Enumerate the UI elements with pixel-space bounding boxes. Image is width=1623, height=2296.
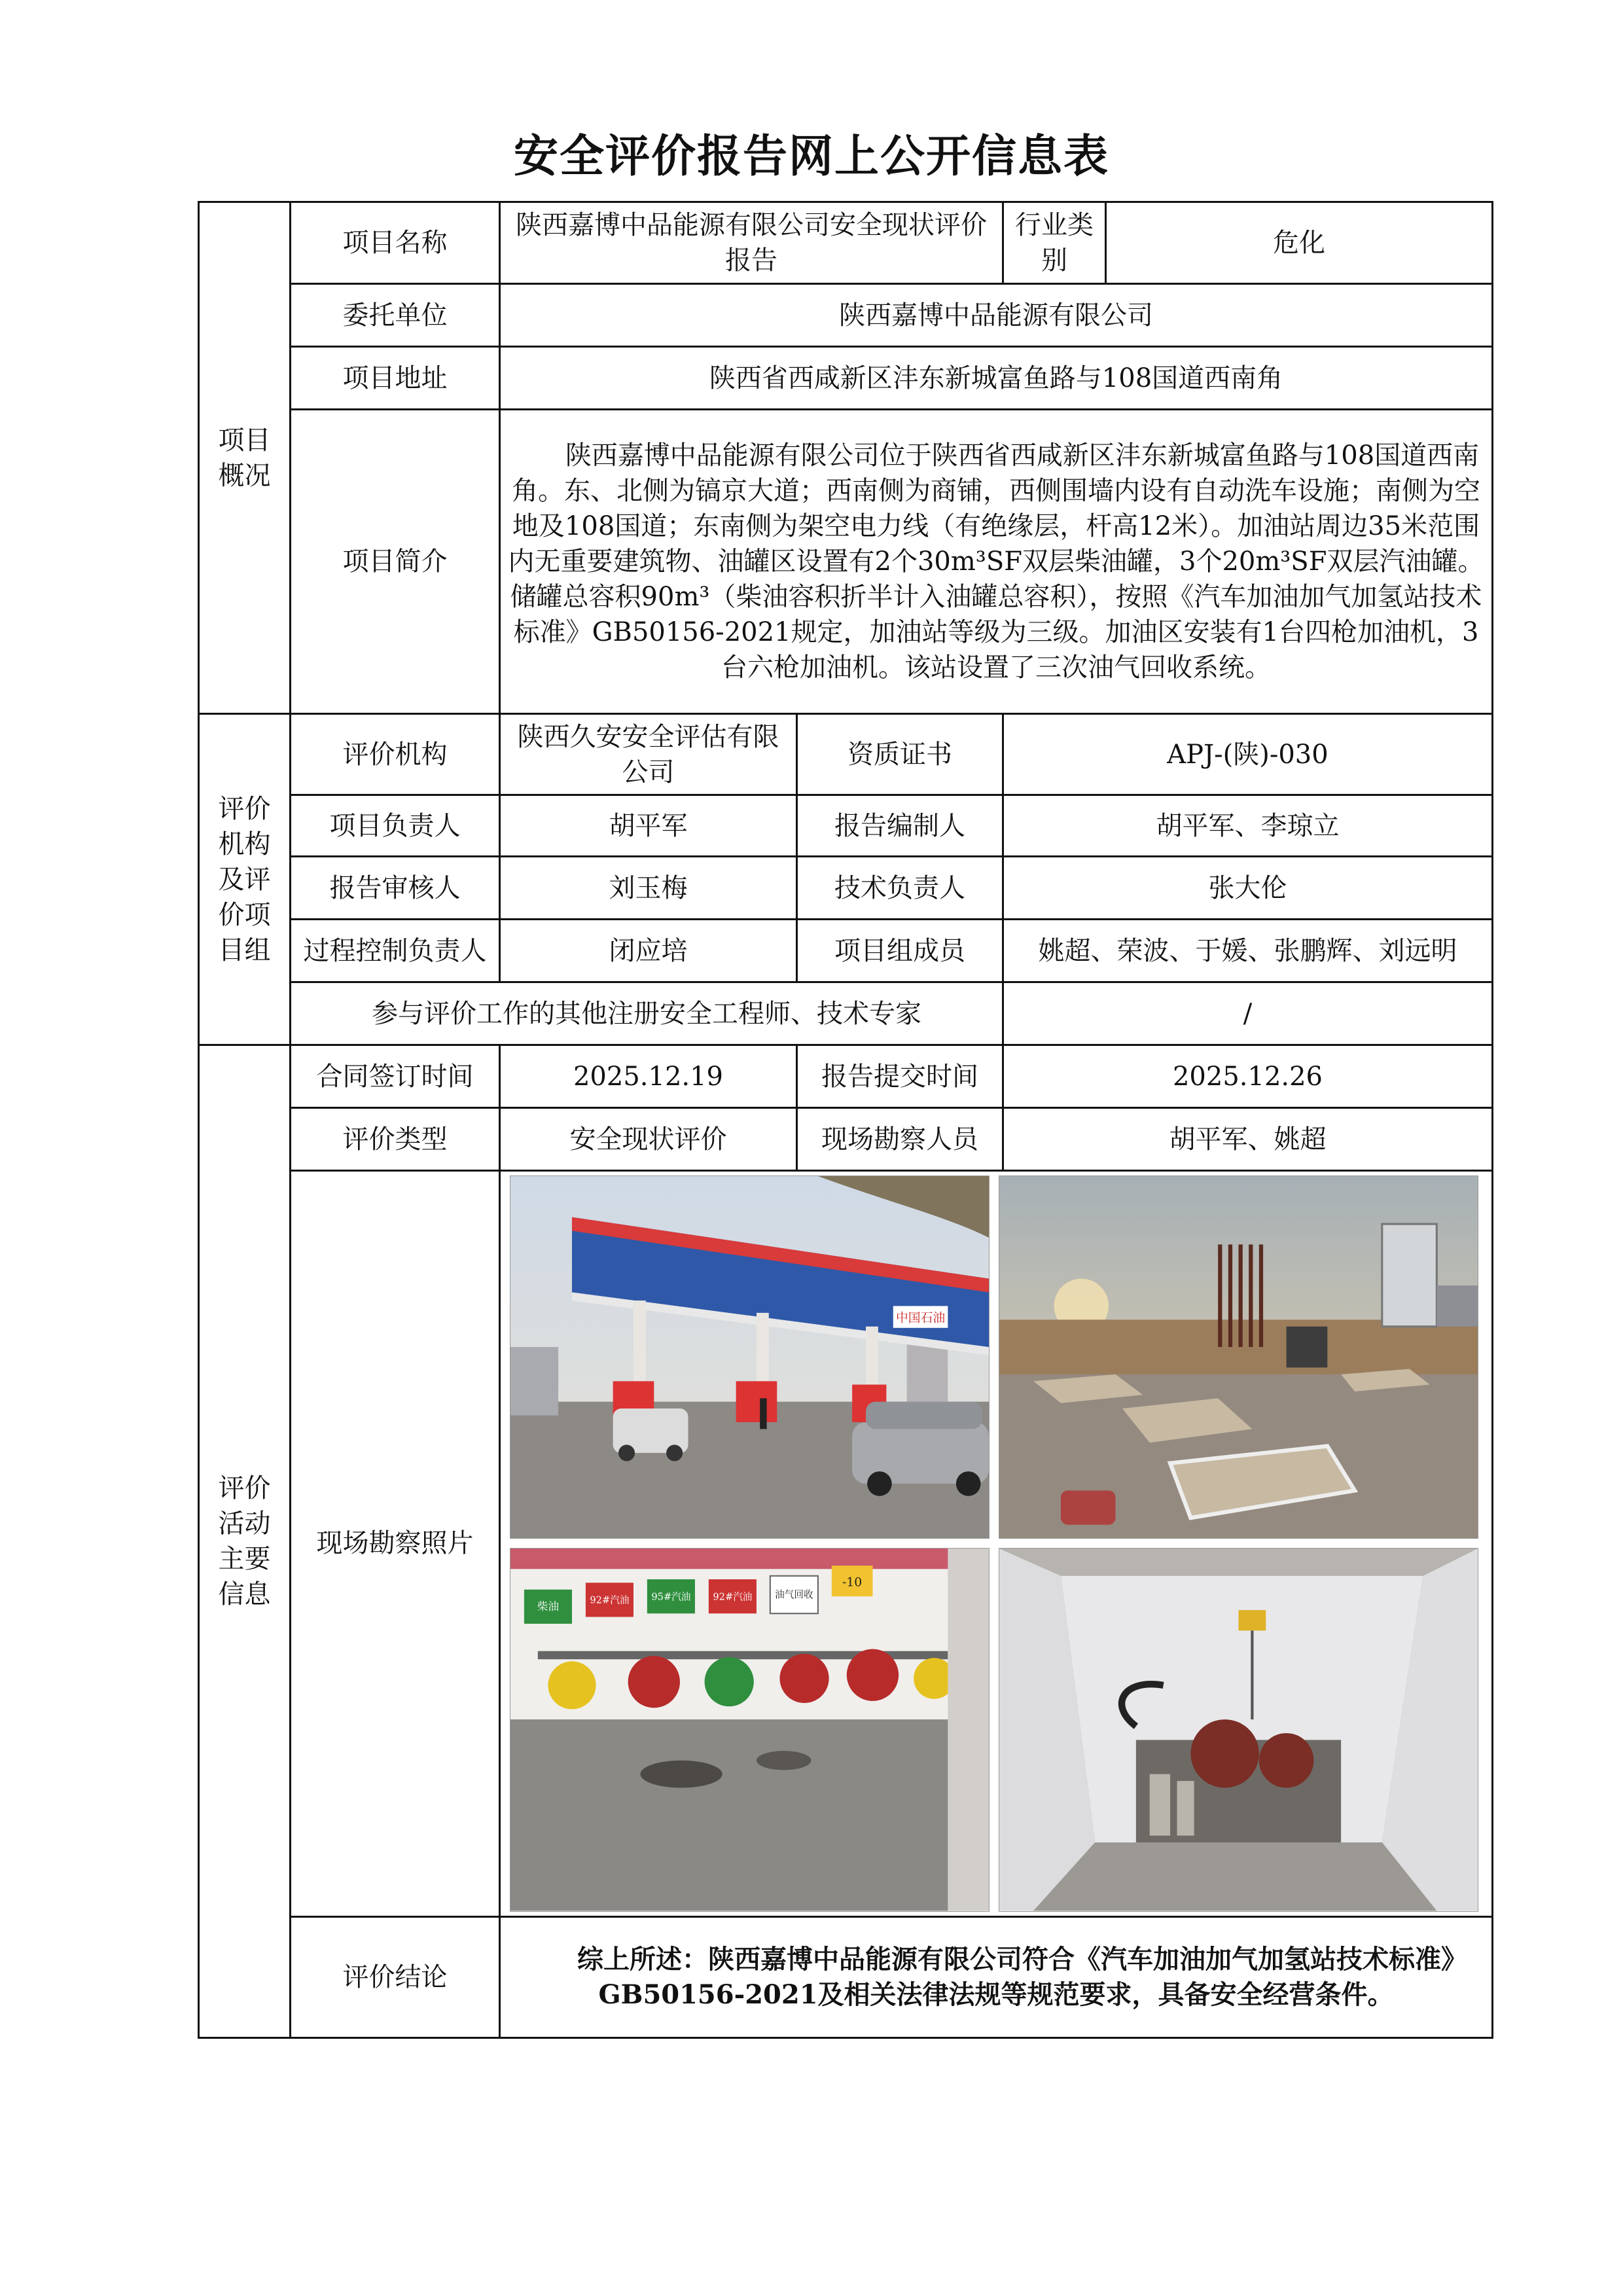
value-leader: 胡平军 [500,795,797,857]
label-contract: 合同签订时间 [291,1045,500,1108]
pump-label-6: -10 [842,1575,863,1590]
section-activity: 评价活动主要信息 [199,1045,291,2038]
label-conclusion: 评价结论 [291,1916,500,2037]
value-others: / [1003,982,1493,1045]
row-address [199,347,1493,410]
label-address: 项目地址 [291,347,500,410]
canopy-sign-text: 中国石油 [896,1311,946,1325]
value-surveyor: 胡平军、姚超 [1003,1108,1493,1171]
value-project-name: 陕西嘉博中品能源有限公司安全现状评价报告 [500,202,1003,284]
photo-cell [500,1171,1493,1917]
pump-label-3: 95#汽油 [651,1591,691,1603]
label-process: 过程控制负责人 [291,920,500,982]
label-client: 委托单位 [291,284,500,347]
value-submit: 2025.12.26 [1003,1045,1493,1108]
pump-label-2: 92#汽油 [590,1595,630,1607]
pump-label-4: 92#汽油 [713,1591,753,1603]
label-intro: 项目简介 [291,410,500,714]
label-project-name: 项目名称 [291,202,500,284]
row-others [199,982,1493,1045]
value-cert: APJ-(陕)-030 [1003,714,1493,795]
section-overview: 项目概况 [199,202,291,714]
value-org: 陕西久安安全评估有限公司 [500,714,797,795]
row-intro [199,410,1493,714]
row-org [199,714,1493,795]
row-process [199,920,1493,982]
pump-label-1: 柴油 [537,1600,560,1613]
label-org: 评价机构 [291,714,500,795]
photo-station-canopy [510,1175,990,1539]
label-author: 报告编制人 [797,795,1003,857]
value-address: 陕西省西咸新区沣东新城富鱼路与108国道西南角 [500,347,1493,410]
value-type: 安全现状评价 [500,1108,797,1171]
row-leader [199,795,1493,857]
label-photos: 现场勘察照片 [291,1171,500,1917]
value-tech: 张大伦 [1003,857,1493,920]
value-industry: 危化 [1106,202,1493,284]
value-contract: 2025.12.19 [500,1045,797,1108]
row-client [199,284,1493,347]
value-author: 胡平军、李琼立 [1003,795,1493,857]
page-title: 安全评价报告网上公开信息表 [513,131,1109,183]
row-type [199,1108,1493,1171]
label-others: 参与评价工作的其他注册安全工程师、技术专家 [291,982,1003,1045]
value-conclusion: 综上所述：陕西嘉博中品能源有限公司符合《汽车加油加气加氢站技术标准》GB50156-2021及相关法律法规等规范要求，具备安全经营条件。 [500,1916,1493,2037]
label-leader: 项目负责人 [291,795,500,857]
row-project-name [199,202,1493,284]
label-cert: 资质证书 [797,714,1003,795]
photo-tank-area [999,1175,1478,1539]
row-reviewer [199,857,1493,920]
row-photos [199,1171,1493,1917]
value-client: 陕西嘉博中品能源有限公司 [500,284,1493,347]
row-contract [199,1045,1493,1108]
label-surveyor: 现场勘察人员 [797,1108,1003,1171]
pump-label-5: 油气回收 [775,1589,813,1601]
section-team: 评价机构及评价项目组 [199,714,291,1045]
photo-valve-well [510,1548,990,1911]
value-reviewer: 刘玉梅 [500,857,797,920]
label-tech: 技术负责人 [797,857,1003,920]
photo-pump-pit [999,1548,1478,1911]
label-industry: 行业类别 [1003,202,1106,284]
value-intro: 陕西嘉博中品能源有限公司位于陕西省西咸新区沣东新城富鱼路与108国道西南角。东、北侧为镐京大道；西南侧为商铺，西侧围墙内设有自动洗车设施；南侧为空地及108国道；东南侧为架空电力线（有绝缘层，杆高12米）。加油站周边35米范围内无重要建筑物、油罐区设置有2个30m³SF双层柴油罐，3个20m³SF双层汽油罐。储罐总容积90m³（柴油容积折半计入油罐总容积），按照《汽车加油加气加氢站技术标准》GB50156-2021规定，加油站等级为三级。加油区安装有1台四枪加油机，3台六枪加油机。该站设置了三次油气回收系统。 [500,410,1493,714]
photo-grid [507,1172,1485,1916]
value-process: 闭应培 [500,920,797,982]
label-submit: 报告提交时间 [797,1045,1003,1108]
row-conclusion [199,1916,1493,2037]
value-members: 姚超、荣波、于媛、张鹏辉、刘远明 [1003,920,1493,982]
label-reviewer: 报告审核人 [291,857,500,920]
label-type: 评价类型 [291,1108,500,1171]
info-table [198,201,1493,2039]
label-members: 项目组成员 [797,920,1003,982]
